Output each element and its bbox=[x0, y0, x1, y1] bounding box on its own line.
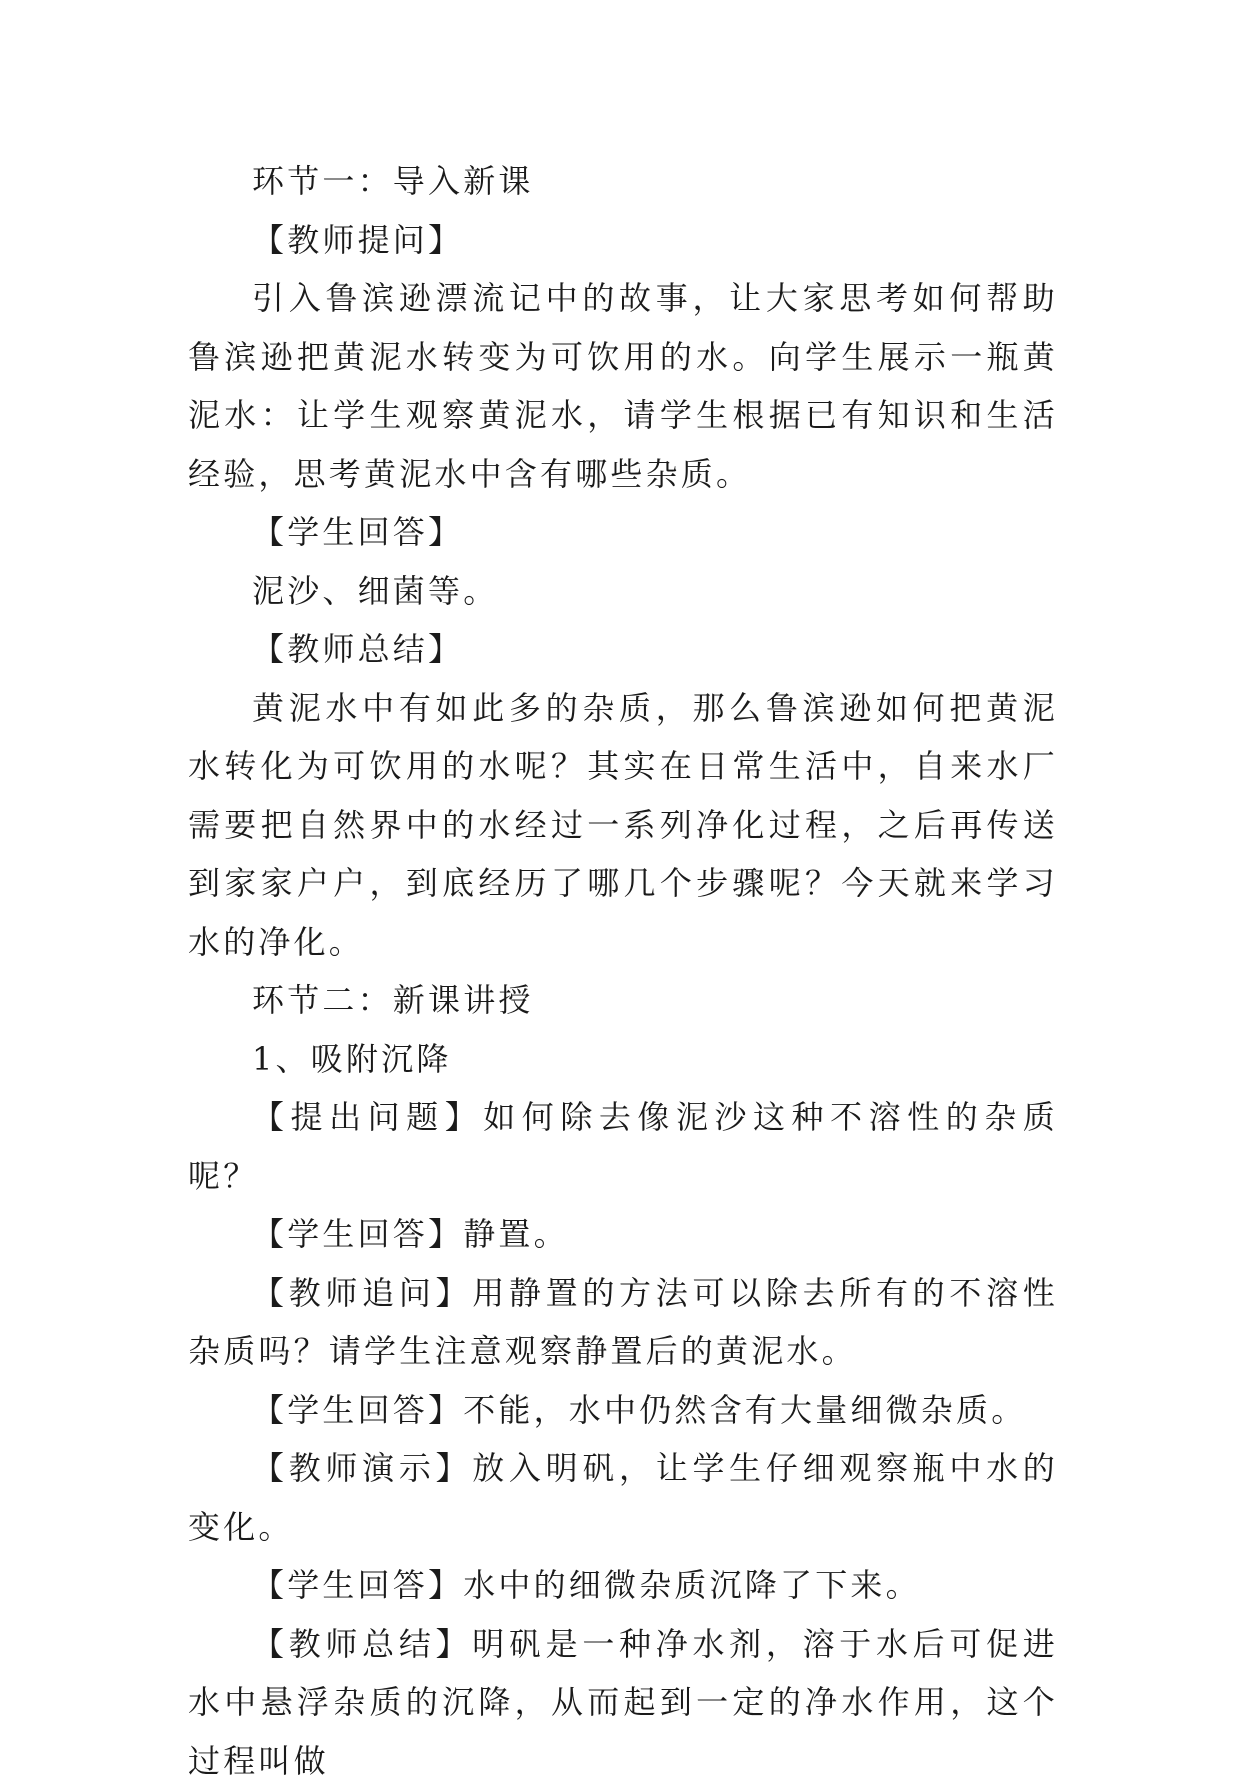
paragraph-summary-alum: 【教师总结】明矾是一种净水剂，溶于水后可促进水中悬浮杂质的沉降，从而起到一定的净水作用，这个过程叫做 bbox=[188, 1615, 1058, 1790]
label-student-answer: 【学生回答】 bbox=[188, 503, 1058, 562]
paragraph-summary-intro: 黄泥水中有如此多的杂质，那么鲁滨逊如何把黄泥水转化为可饮用的水呢？其实在日常生活中，自来水厂需要把自然界中的水经过一系列净化过程，之后再传送到家家户户，到底经历了哪几个步骤呢？今天就来学习水的净化。 bbox=[188, 679, 1058, 972]
paragraph-teacher-followup: 【教师追问】用静置的方法可以除去所有的不溶性杂质吗？请学生注意观察静置后的黄泥水。 bbox=[188, 1264, 1058, 1381]
paragraph-intro-story: 引入鲁滨逊漂流记中的故事，让大家思考如何帮助鲁滨逊把黄泥水转变为可饮用的水。向学生展示一瓶黄泥水：让学生观察黄泥水，请学生根据已有知识和生活经验，思考黄泥水中含有哪些杂质。 bbox=[188, 269, 1058, 503]
label-teacher-question: 【教师提问】 bbox=[188, 211, 1058, 270]
paragraph-teacher-demo: 【教师演示】放入明矾，让学生仔细观察瓶中水的变化。 bbox=[188, 1439, 1058, 1556]
paragraph-answer-settle: 【学生回答】静置。 bbox=[188, 1205, 1058, 1264]
label-teacher-summary: 【教师总结】 bbox=[188, 620, 1058, 679]
paragraph-question-insoluble: 【提出问题】如何除去像泥沙这种不溶性的杂质呢？ bbox=[188, 1088, 1058, 1205]
section-heading-intro: 环节一：导入新课 bbox=[188, 152, 1058, 211]
paragraph-answer-sediment: 【学生回答】水中的细微杂质沉降了下来。 bbox=[188, 1556, 1058, 1615]
paragraph-answer-impurities: 泥沙、细菌等。 bbox=[188, 562, 1058, 621]
section-heading-new-lesson: 环节二：新课讲授 bbox=[188, 971, 1058, 1030]
paragraph-answer-cannot: 【学生回答】不能，水中仍然含有大量细微杂质。 bbox=[188, 1381, 1058, 1440]
subheading-adsorption: 1、吸附沉降 bbox=[188, 1030, 1058, 1089]
document-page bbox=[188, 152, 1058, 1790]
